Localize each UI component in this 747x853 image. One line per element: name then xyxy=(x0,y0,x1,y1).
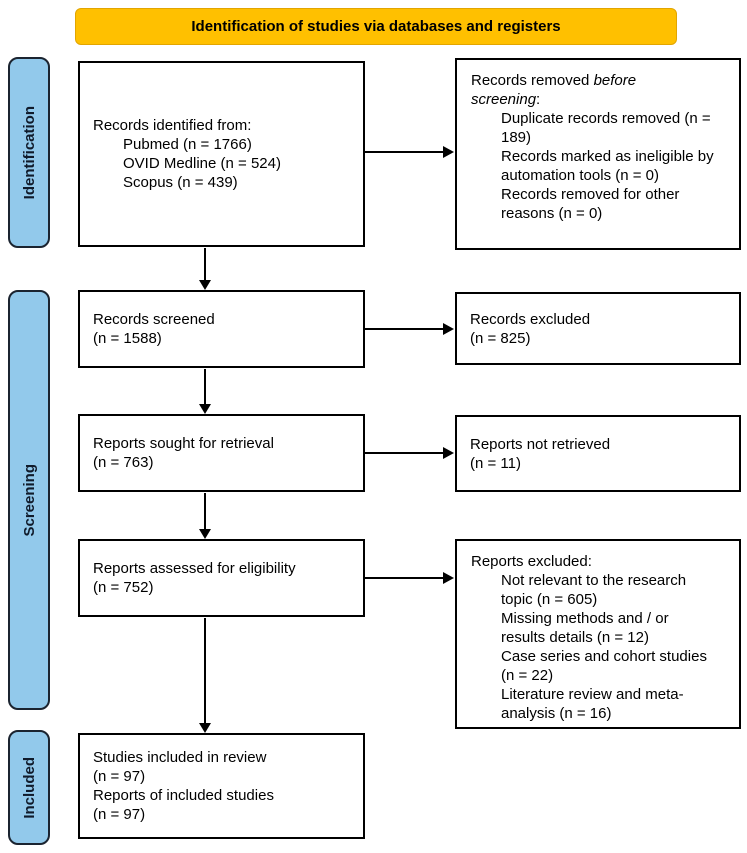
source-ovid-medline: OVID Medline (n = 524) xyxy=(123,155,281,172)
box-reports-excluded-title: Reports excluded: xyxy=(471,553,592,570)
arrow-sought-to-not-retrieved xyxy=(364,447,454,459)
source-scopus: Scopus (n = 439) xyxy=(123,174,238,191)
box-reports-excluded xyxy=(455,539,741,729)
title-banner-label: Identification of studies via databases and registers xyxy=(191,18,561,35)
removed-other: Records removed for other reasons (n = 0) xyxy=(501,186,680,222)
arrow-assessed-to-reports-excluded xyxy=(364,572,454,584)
removed-duplicates: Duplicate records removed (n = 189) xyxy=(501,110,711,146)
box-reports-sought xyxy=(78,414,365,492)
stage-bar-screening xyxy=(8,290,50,710)
title-banner xyxy=(75,8,677,45)
box-reports-not-retrieved-count: (n = 11) xyxy=(470,454,521,472)
box-records-removed xyxy=(455,58,741,250)
arrow-sought-to-assessed xyxy=(199,493,211,539)
excluded-literature-review: Literature review and meta-analysis (n = 16) xyxy=(501,686,684,722)
stage-label-identification: Identification xyxy=(20,105,38,200)
records-removed-title-prefix: Records removed xyxy=(471,72,594,89)
arrow-screened-to-sought xyxy=(199,369,211,414)
excluded-missing-methods: Missing methods and / or results details (n = 12) xyxy=(501,610,669,646)
records-removed-title-italic2: screening xyxy=(471,91,537,108)
box-reports-sought-line1: Reports sought for retrieval xyxy=(93,435,274,452)
excluded-case-series: Case series and cohort studies (n = 22) xyxy=(501,648,707,684)
box-reports-not-retrieved-line1: Reports not retrieved xyxy=(470,435,611,453)
box-reports-not-retrieved xyxy=(455,415,741,492)
arrow-identified-to-removed xyxy=(364,146,454,158)
box-records-screened-count: (n = 1588) xyxy=(93,330,162,347)
box-records-identified-title: Records identified from: xyxy=(93,117,252,134)
box-reports-assessed-count: (n = 752) xyxy=(93,579,154,596)
stage-bar-identification xyxy=(8,57,50,248)
arrow-screened-to-excluded xyxy=(364,323,454,335)
box-studies-included-line1: Studies included in review xyxy=(93,749,267,766)
stage-label-screening: Screening xyxy=(20,463,38,537)
box-studies-included xyxy=(78,733,365,839)
box-studies-included-count1: (n = 97) xyxy=(93,768,146,785)
stage-bar-included xyxy=(8,730,50,845)
box-records-identified xyxy=(78,61,365,247)
arrow-identified-to-screened xyxy=(199,248,211,290)
records-removed-title-suffix: : xyxy=(536,91,541,108)
box-records-screened-line1: Records screened xyxy=(93,311,215,328)
box-reports-assessed-line1: Reports assessed for eligibility xyxy=(93,560,296,577)
arrow-assessed-to-included xyxy=(199,618,211,733)
excluded-not-relevant: Not relevant to the research topic (n = 605) xyxy=(501,572,687,608)
box-records-removed-title xyxy=(471,71,719,109)
box-records-excluded-line1: Records excluded xyxy=(470,310,591,328)
box-studies-included-count2: (n = 97) xyxy=(93,806,146,823)
box-records-excluded-count: (n = 825) xyxy=(470,329,531,347)
box-records-screened xyxy=(78,290,365,368)
box-records-excluded xyxy=(455,292,741,365)
box-reports-assessed xyxy=(78,539,365,617)
box-reports-sought-count: (n = 763) xyxy=(93,454,154,471)
stage-label-included: Included xyxy=(20,756,38,819)
removed-automation: Records marked as ineligible by automation tools (n = 0) xyxy=(501,148,714,184)
box-studies-included-line2: Reports of included studies xyxy=(93,787,274,804)
records-removed-title-italic1: before xyxy=(593,72,637,89)
source-pubmed: Pubmed (n = 1766) xyxy=(123,136,252,153)
